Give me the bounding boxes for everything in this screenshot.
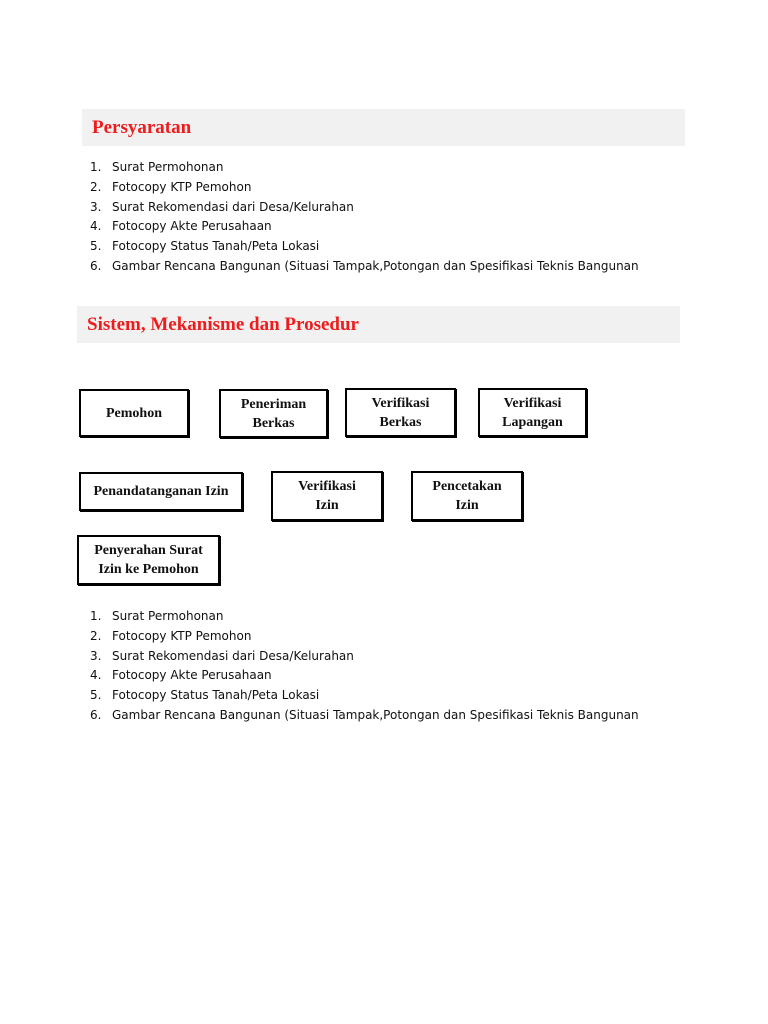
requirements-heading-text: Persyaratan: [92, 116, 192, 138]
list-item: 6. Gambar Rencana Bangunan (Situasi Tampak,Potongan dan Spesifikasi Teknis Bangunan: [90, 258, 639, 273]
flow-box-penyerahan-izin: Penyerahan Surat Izin ke Pemohon: [77, 535, 220, 585]
flow-box-verifikasi-lapangan: Verifikasi Lapangan: [478, 388, 587, 437]
list-item: 4. Fotocopy Akte Perusahaan: [90, 219, 272, 234]
flow-box-pemohon: Pemohon: [79, 389, 189, 437]
list-item: 2. Fotocopy KTP Pemohon: [90, 179, 252, 194]
requirements-list: [90, 158, 639, 277]
list-item: 5. Fotocopy Status Tanah/Peta Lokasi: [90, 688, 320, 703]
procedure-heading-text: Sistem, Mekanisme dan Prosedur: [87, 313, 359, 335]
flow-box-verifikasi-izin: Verifikasi Izin: [271, 471, 383, 521]
requirements-list-repeat: [90, 607, 639, 726]
list-item: 1. Surat Permohonan: [90, 609, 224, 623]
flow-box-pencetakan-izin: Pencetakan Izin: [411, 471, 523, 521]
list-item: 3. Surat Rekomendasi dari Desa/Kelurahan: [90, 648, 354, 663]
flow-box-penerimaan-berkas: Peneriman Berkas: [219, 389, 328, 438]
list-item: 5. Fotocopy Status Tanah/Peta Lokasi: [90, 239, 320, 254]
list-item: 1. Surat Permohonan: [90, 160, 224, 174]
flow-box-penandatanganan-izin: Penandatanganan Izin: [79, 472, 243, 511]
flow-box-verifikasi-berkas: Verifikasi Berkas: [345, 388, 456, 437]
requirements-heading: [82, 109, 685, 146]
list-item: 4. Fotocopy Akte Perusahaan: [90, 668, 272, 683]
list-item: 3. Surat Rekomendasi dari Desa/Kelurahan: [90, 199, 354, 214]
procedure-heading: [77, 306, 680, 343]
list-item: 2. Fotocopy KTP Pemohon: [90, 628, 252, 643]
list-item: 6. Gambar Rencana Bangunan (Situasi Tampak,Potongan dan Spesifikasi Teknis Bangunan: [90, 707, 639, 722]
